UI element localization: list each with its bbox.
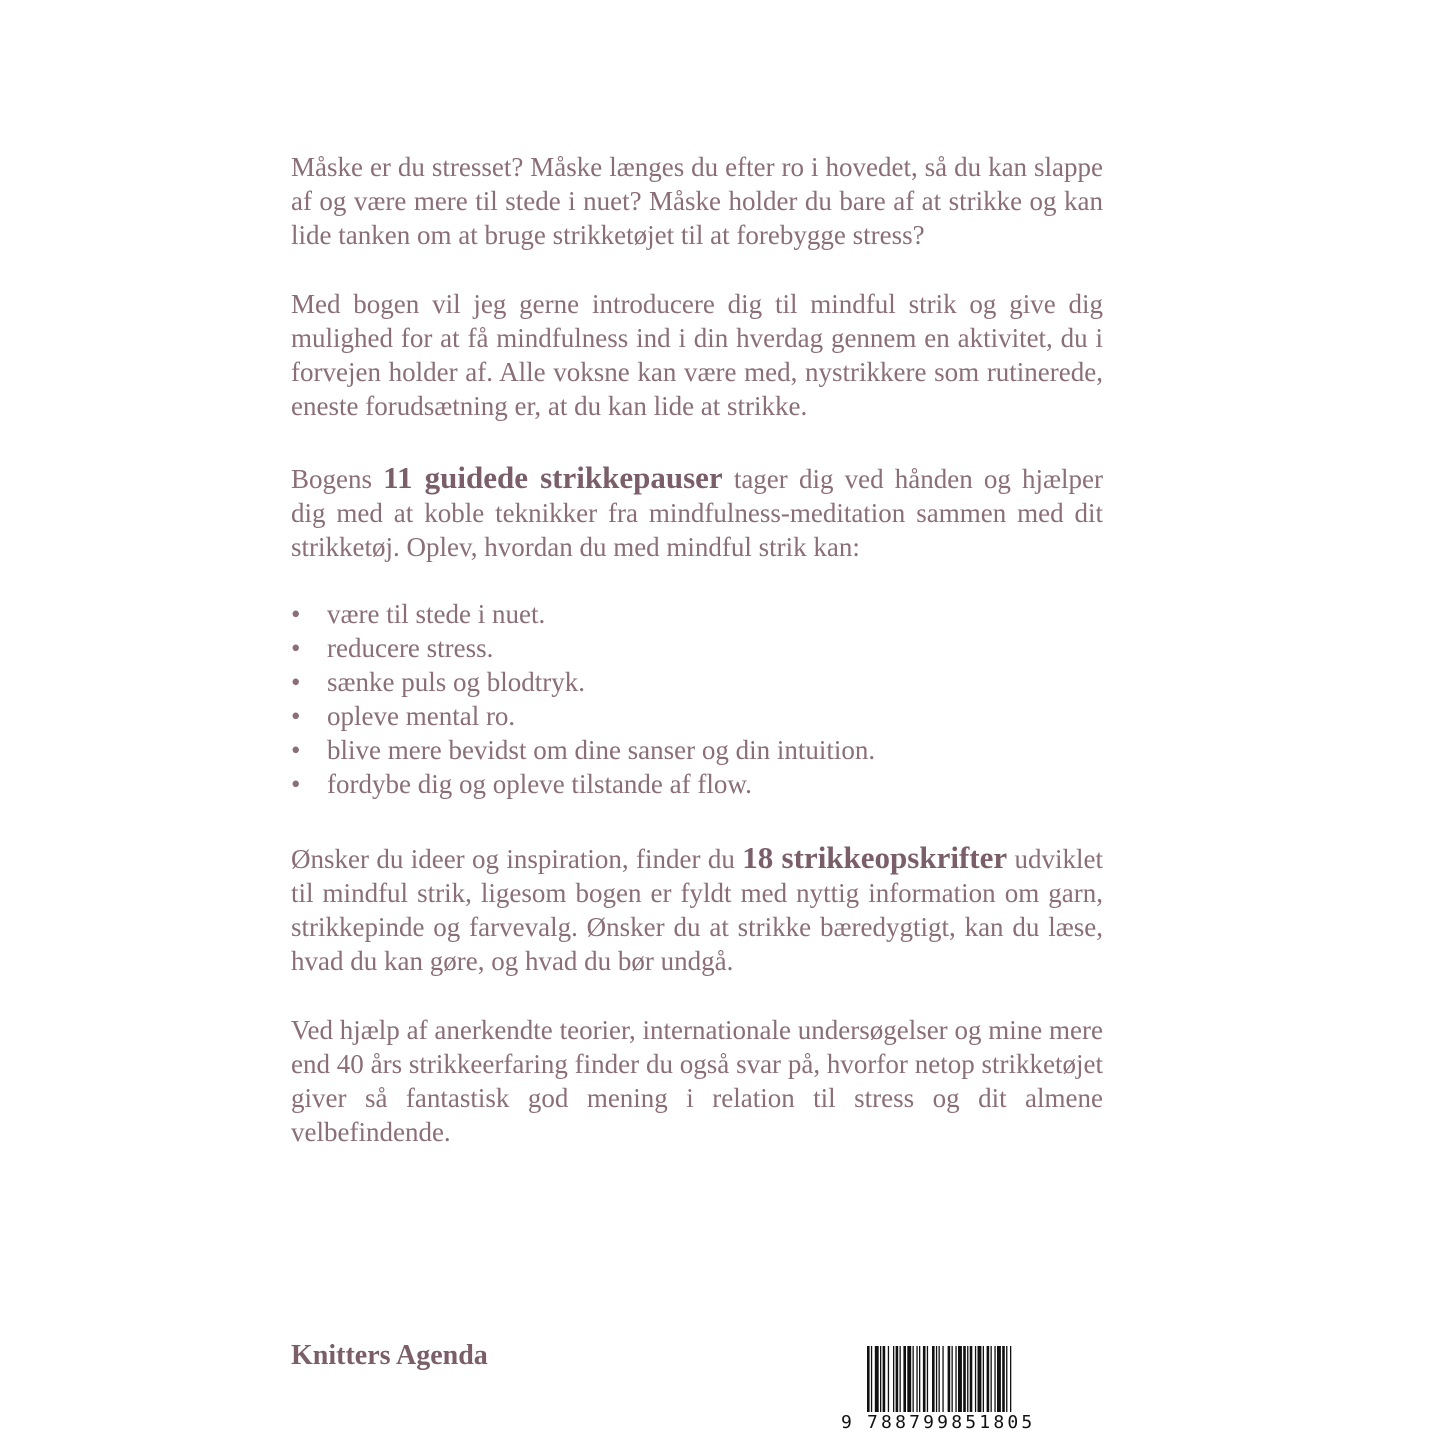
barcode-bar bbox=[932, 1346, 935, 1412]
barcode-bar bbox=[991, 1346, 992, 1412]
barcode-bar bbox=[896, 1346, 899, 1412]
benefit-text: være til stede i nuet. bbox=[327, 599, 546, 629]
barcode-bar bbox=[963, 1346, 966, 1412]
barcode-bar bbox=[1006, 1346, 1007, 1412]
guided-breaks-paragraph bbox=[291, 461, 1103, 564]
barcode-bar bbox=[888, 1346, 889, 1412]
barcode-bar bbox=[883, 1346, 886, 1412]
guided-breaks-text-after: tager dig ved hånden og hjælper dig med at koble teknikker fra mindfulness-meditation sammen med dit strikketøj. Oplev, hvordan du med mindful strik kan: bbox=[291, 464, 1103, 562]
recipes-paragraph bbox=[291, 841, 1103, 978]
barcode-number bbox=[841, 1412, 1077, 1434]
barcode-bar bbox=[958, 1346, 962, 1412]
benefit-item bbox=[291, 767, 1103, 801]
benefit-item bbox=[291, 733, 1103, 767]
benefit-text: fordybe dig og opleve tilstande af flow. bbox=[327, 769, 752, 799]
barcode-bar bbox=[927, 1346, 928, 1412]
bullet-icon: • bbox=[291, 701, 301, 731]
benefit-text: blive mere bevidst om dine sanser og din intuition. bbox=[327, 735, 876, 765]
barcode-bar bbox=[936, 1346, 937, 1412]
barcode-bar bbox=[916, 1346, 917, 1412]
benefit-item bbox=[291, 665, 1103, 699]
benefits-list bbox=[291, 597, 1103, 801]
recipes-text-before: Ønsker du ideer og inspiration, finder du bbox=[291, 844, 743, 874]
barcode-bar bbox=[913, 1346, 914, 1412]
guided-breaks-text-before: Bogens bbox=[291, 464, 384, 494]
closing-paragraph: Ved hjælp af anerkendte teorier, internationale undersøgelser og mine mere end 40 års strikkeerfaring finder du også svar på, hvorfor netop strikketøjet giver så fantastisk god mening i relation til stress og dit almene velbefindende. bbox=[291, 1015, 1103, 1147]
barcode-bar bbox=[967, 1346, 968, 1412]
barcode-bar bbox=[900, 1346, 901, 1412]
guided-breaks-highlight: 11 guidede strikkepauser bbox=[383, 460, 723, 495]
barcode-bar bbox=[970, 1346, 973, 1412]
bullet-icon: • bbox=[291, 735, 301, 765]
barcode-digits: 788799851805 bbox=[867, 1412, 1036, 1433]
barcode-bar bbox=[880, 1346, 881, 1412]
barcode-bar bbox=[923, 1346, 926, 1412]
barcode-bar bbox=[948, 1346, 951, 1412]
barcode-bar bbox=[875, 1346, 879, 1412]
recipes-text-after: udviklet til mindful strik, ligesom bogen er fyldt med nyttig information om garn, strikkepinde og farvevalg. Ønsker du at strikke bæredygtigt, kan du læse, hvad du kan gøre, og hvad du bør undgå. bbox=[291, 844, 1103, 976]
barcode-bar bbox=[983, 1346, 984, 1412]
benefit-item bbox=[291, 699, 1103, 733]
barcode-bar bbox=[975, 1346, 976, 1412]
barcode-bar bbox=[903, 1346, 906, 1412]
bullet-icon: • bbox=[291, 599, 301, 629]
barcode-bar bbox=[919, 1346, 920, 1412]
publisher-name: Knitters Agenda bbox=[291, 1340, 488, 1371]
bullet-icon: • bbox=[291, 667, 301, 697]
barcode-bar bbox=[955, 1346, 956, 1412]
benefit-text: reducere stress. bbox=[327, 633, 494, 663]
purpose-paragraph: Med bogen vil jeg gerne introducere dig til mindful strik og give dig mulighed for at få mindfulness ind i din hverdag gennem en aktivitet, du i forvejen holder af. Alle voksne kan være med, nystrikkere som rutinerede, eneste forudsætning er, at du kan lide at strikke. bbox=[291, 289, 1103, 421]
barcode-bar bbox=[997, 1346, 1001, 1412]
recipes-highlight: 18 strikkeopskrifter bbox=[742, 840, 1008, 875]
barcode-bar bbox=[978, 1346, 982, 1412]
bullet-icon: • bbox=[291, 769, 301, 799]
barcode-bar bbox=[987, 1346, 990, 1412]
barcode-bar bbox=[907, 1346, 911, 1412]
benefit-text: sænke puls og blodtryk. bbox=[327, 667, 586, 697]
barcode-first-digit: 9 bbox=[841, 1412, 852, 1433]
intro-paragraph: Måske er du stresset? Måske længes du efter ro i hovedet, så du kan slappe af og være mere til stede i nuet? Måske holder du bare af at strikke og kan lide tanken om at bruge strikketøjet til at forebygge stress? bbox=[291, 152, 1103, 250]
benefit-item bbox=[291, 597, 1103, 631]
isbn-barcode bbox=[841, 1346, 1077, 1434]
barcode-bar bbox=[952, 1346, 953, 1412]
barcode-bar bbox=[893, 1346, 894, 1412]
barcode-bar bbox=[994, 1346, 995, 1412]
benefit-text: opleve mental ro. bbox=[327, 701, 516, 731]
bullet-icon: • bbox=[291, 633, 301, 663]
barcode-bar bbox=[1002, 1346, 1005, 1412]
benefit-item bbox=[291, 631, 1103, 665]
